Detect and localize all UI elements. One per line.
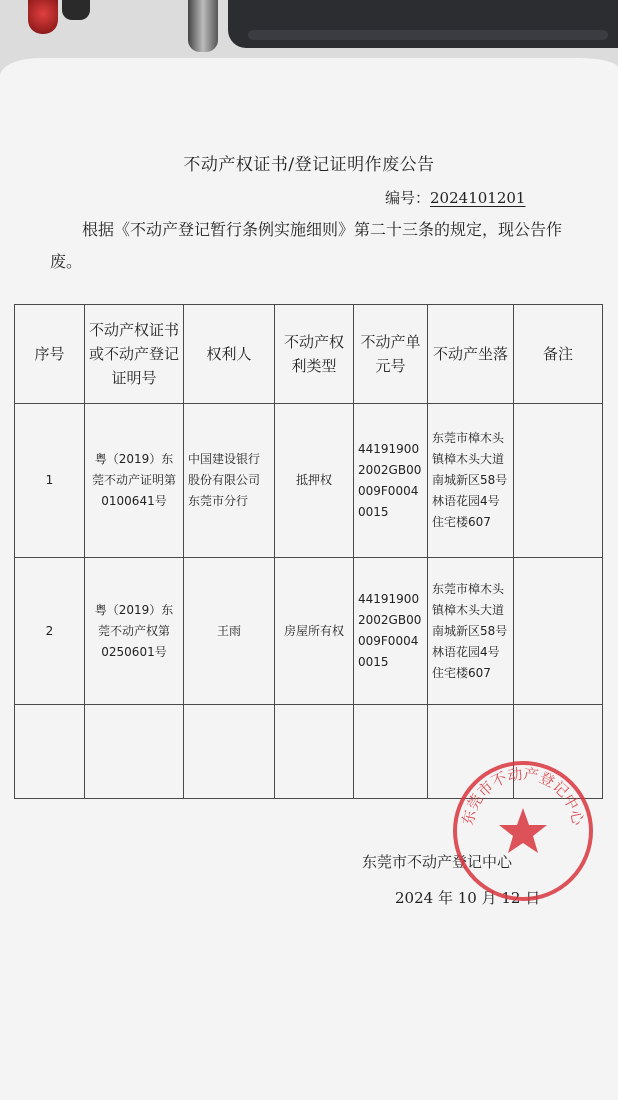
- cell-unit-no: 441919002002GB00009F00040015: [354, 404, 428, 558]
- cell-location: 东莞市樟木头镇樟木头大道南城新区58号林语花园4号住宅楼607: [428, 558, 514, 705]
- cell-cert: 粤（2019）东莞不动产证明第0100641号: [85, 404, 184, 558]
- cell-cert: [85, 705, 184, 799]
- cell-unit-no: [354, 705, 428, 799]
- cell-right-type: 房屋所有权: [275, 558, 354, 705]
- cell-location: 东莞市樟木头镇樟木头大道南城新区58号林语花园4号住宅楼607: [428, 404, 514, 558]
- table-row: [15, 404, 603, 558]
- cell-holder: 王雨: [184, 558, 275, 705]
- header-no: 序号: [15, 305, 85, 404]
- header-right-type: 不动产权利类型: [275, 305, 354, 404]
- cell-holder: [184, 705, 275, 799]
- black-knob: [62, 0, 90, 20]
- cell-right-type: 抵押权: [275, 404, 354, 558]
- document-number-label: 编号：: [385, 189, 431, 207]
- keyboard: [228, 0, 618, 48]
- cell-cert: 粤（2019）东莞不动产权第0250601号: [85, 558, 184, 705]
- announcement-paragraph: 根据《不动产登记暂行条例实施细则》第二十三条的规定，现公告作废。: [50, 220, 563, 271]
- metal-knob: [188, 0, 218, 52]
- cell-remark: [514, 558, 603, 705]
- header-location: 不动产坐落: [428, 305, 514, 404]
- void-certificate-table: [14, 304, 603, 799]
- document-number: [385, 187, 525, 208]
- issue-date: 2024 年 10 月 12 日: [395, 889, 541, 907]
- cell-holder: 中国建设银行股份有限公司东莞市分行: [184, 404, 275, 558]
- cell-no: 2: [15, 558, 85, 705]
- cell-remark: [514, 404, 603, 558]
- document-title: 不动产权证书/登记证明作废公告: [183, 155, 435, 175]
- header-holder: 权利人: [184, 305, 275, 404]
- seal-star-icon: [499, 808, 547, 853]
- header-remark: 备注: [514, 305, 603, 404]
- header-unit-no: 不动产单元号: [354, 305, 428, 404]
- official-seal: [448, 756, 598, 906]
- table-header-row: [15, 305, 603, 404]
- cell-unit-no: 441919002002GB00009F00040015: [354, 558, 428, 705]
- issuer-name: 东莞市不动产登记中心: [362, 853, 513, 871]
- cell-no: [15, 705, 85, 799]
- red-knob: [28, 0, 58, 34]
- cell-right-type: [275, 705, 354, 799]
- seal-text: 东莞市不动产登记中心: [458, 764, 588, 827]
- cell-no: 1: [15, 404, 85, 558]
- document-number-value: 2024101201: [430, 189, 526, 207]
- table-row: [15, 558, 603, 705]
- header-cert: 不动产权证书或不动产登记证明号: [85, 305, 184, 404]
